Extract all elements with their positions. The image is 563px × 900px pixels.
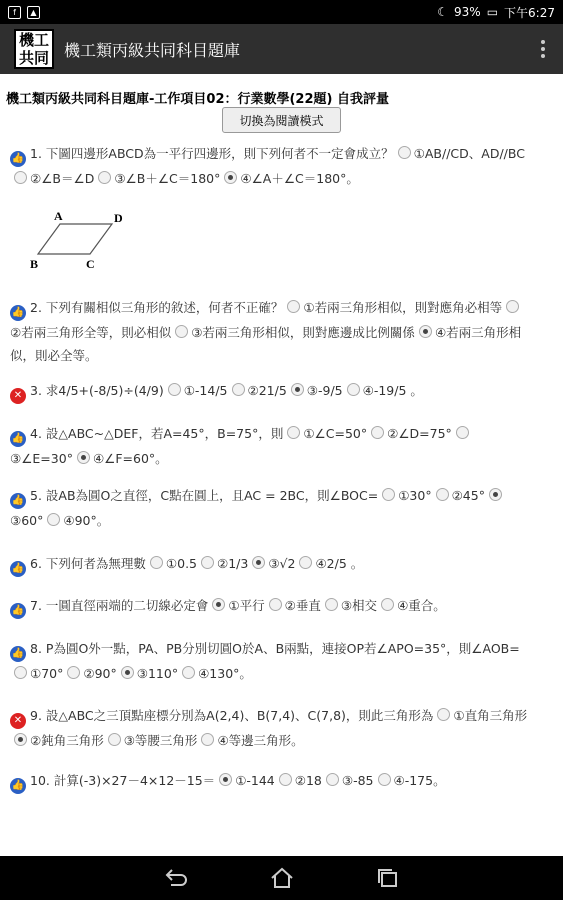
quiz-content	[0, 74, 563, 856]
overflow-menu-icon[interactable]	[541, 40, 545, 58]
option-radio[interactable]	[371, 426, 384, 439]
thumbs-up-icon: 👍	[10, 493, 26, 509]
option-radio[interactable]	[287, 426, 300, 439]
option-radio[interactable]	[212, 598, 225, 611]
option-radio[interactable]	[291, 383, 304, 396]
option-radio[interactable]	[325, 598, 338, 611]
thumbs-up-icon: 👍	[10, 646, 26, 662]
home-icon[interactable]	[269, 867, 295, 889]
option-radio[interactable]	[232, 383, 245, 396]
option-radio[interactable]	[419, 325, 432, 338]
option-label[interactable]: ②垂直	[284, 598, 321, 613]
option-radio[interactable]	[398, 146, 411, 159]
option-radio[interactable]	[201, 556, 214, 569]
option-label[interactable]: ④130°。	[198, 666, 252, 681]
option-label[interactable]: ②若兩三角形全等，則必相似	[10, 325, 172, 340]
battery-percent: 93%	[454, 5, 481, 19]
option-radio[interactable]	[14, 666, 27, 679]
recent-apps-icon[interactable]	[375, 867, 401, 889]
question-1	[10, 142, 530, 190]
option-radio[interactable]	[14, 733, 27, 746]
option-label[interactable]: ④∠A＋∠C＝180°。	[240, 171, 359, 186]
option-radio[interactable]	[150, 556, 163, 569]
notification-icon: f	[8, 6, 21, 19]
option-label[interactable]: ①平行	[228, 598, 265, 613]
question-text: 2. 下列有關相似三角形的敘述，何者不正確？	[30, 300, 284, 315]
option-label[interactable]: ②∠B＝∠D	[30, 171, 95, 186]
option-label[interactable]: ①∠C=50°	[303, 426, 368, 441]
reading-mode-button[interactable]: 切換為閱讀模式	[222, 107, 341, 133]
option-label[interactable]: ①AB//CD、AD//BC	[413, 146, 525, 161]
option-radio[interactable]	[224, 171, 237, 184]
back-icon[interactable]	[163, 867, 189, 889]
option-label[interactable]: ②18	[294, 773, 322, 788]
diagram-label-b: B	[30, 257, 39, 270]
option-radio[interactable]	[201, 733, 214, 746]
question-6	[10, 552, 530, 577]
question-8	[10, 637, 530, 685]
option-label[interactable]: ③-9/5	[306, 383, 343, 398]
thumbs-up-icon: 👍	[10, 305, 26, 321]
diagram-label-a: A	[54, 210, 63, 223]
option-label[interactable]: ①0.5	[165, 556, 197, 571]
option-label[interactable]: ①70°	[30, 666, 64, 681]
question-10	[10, 769, 530, 794]
option-label[interactable]: ③√2	[268, 556, 296, 571]
question-4	[10, 422, 530, 470]
option-label[interactable]: ②90°	[83, 666, 117, 681]
image-icon: ▲	[27, 6, 40, 19]
option-label[interactable]: ①若兩三角形相似，則對應角必相等	[303, 300, 503, 315]
app-logo	[14, 29, 54, 69]
option-label[interactable]: ④重合。	[397, 598, 446, 613]
option-radio[interactable]	[506, 300, 519, 313]
option-radio[interactable]	[14, 171, 27, 184]
option-label[interactable]: ②45°	[451, 488, 485, 503]
option-label[interactable]: ③若兩三角形相似，則對應邊成比例關係	[191, 325, 415, 340]
option-label[interactable]: ③相交	[340, 598, 378, 613]
option-label[interactable]: ②21/5	[247, 383, 287, 398]
option-radio[interactable]	[437, 708, 450, 721]
logo-line1: 機工	[18, 31, 49, 49]
question-text: 10. 計算(-3)×27－4×12－15＝	[30, 773, 216, 788]
option-label[interactable]: ③等腰三角形	[123, 733, 198, 748]
battery-icon: ▭	[486, 5, 499, 19]
option-label[interactable]: ③∠B＋∠C＝180°	[114, 171, 221, 186]
option-label[interactable]: ①-14/5	[183, 383, 228, 398]
option-radio[interactable]	[98, 171, 111, 184]
thumbs-up-icon: 👍	[10, 603, 26, 619]
option-label[interactable]: ②∠D=75°	[387, 426, 452, 441]
question-text: 8. P為圓O外一點，PA、PB分別切圓O於A、B兩點，連接OP若∠APO=35°，則∠AOB=	[30, 641, 520, 656]
wrong-x-icon: ✕	[10, 388, 26, 404]
thumbs-up-icon: 👍	[10, 431, 26, 447]
page-heading: 機工類丙級共同科目題庫-工作項目02：行業數學(22題) 自我評量	[6, 92, 389, 107]
question-9	[10, 704, 530, 752]
option-radio[interactable]	[67, 666, 80, 679]
question-text: 3. 求4/5+(-8/5)÷(4/9)	[30, 383, 164, 398]
option-label[interactable]: ④90°。	[63, 513, 110, 528]
moon-icon: ☾	[437, 5, 449, 19]
option-label[interactable]: ④等邊三角形。	[217, 733, 304, 748]
question-7	[10, 594, 530, 619]
wrong-x-icon: ✕	[10, 713, 26, 729]
option-label[interactable]: ③∠E=30°	[10, 451, 73, 466]
option-label[interactable]: ④2/5 。	[315, 556, 364, 571]
option-radio[interactable]	[299, 556, 312, 569]
option-label[interactable]: ②1/3	[217, 556, 249, 571]
option-radio[interactable]	[279, 773, 292, 786]
navigation-bar	[0, 856, 563, 900]
parallelogram-diagram	[30, 210, 140, 270]
diagram-label-d: D	[114, 211, 123, 225]
clock: 下午6:27	[504, 5, 555, 20]
question-text: 6. 下列何者為無理數	[30, 556, 146, 571]
option-label[interactable]: ①30°	[398, 488, 432, 503]
option-label[interactable]: ④∠F=60°。	[92, 451, 168, 466]
option-label[interactable]: ④-19/5 。	[362, 383, 423, 398]
app-title: 機工類丙級共同科目題庫	[64, 40, 241, 60]
option-radio[interactable]	[456, 426, 469, 439]
option-label[interactable]: ①直角三角形	[453, 708, 528, 723]
thumbs-up-icon: 👍	[10, 561, 26, 577]
option-radio[interactable]	[489, 488, 502, 501]
question-text: 4. 設△ABC~△DEF，若A=45°，B=75°，則	[30, 426, 284, 441]
app-bar	[0, 24, 563, 74]
question-3	[10, 379, 530, 404]
status-bar	[0, 0, 563, 24]
option-label[interactable]: ③-85	[341, 773, 374, 788]
logo-line2: 共同	[18, 49, 49, 67]
option-radio[interactable]	[436, 488, 449, 501]
thumbs-up-icon: 👍	[10, 151, 26, 167]
option-radio[interactable]	[252, 556, 265, 569]
option-radio[interactable]	[326, 773, 339, 786]
question-text: 9. 設△ABC之三頂點座標分別為A(2,4)、B(7,4)、C(7,8)，則此三角形為	[30, 708, 434, 723]
option-radio[interactable]	[219, 773, 232, 786]
option-radio[interactable]	[378, 773, 391, 786]
question-text: 1. 下圖四邊形ABCD為一平行四邊形，則下列何者不一定會成立？	[30, 146, 394, 161]
option-radio[interactable]	[347, 383, 360, 396]
option-radio[interactable]	[121, 666, 134, 679]
option-radio[interactable]	[382, 488, 395, 501]
option-label[interactable]: ①-144	[235, 773, 275, 788]
option-radio[interactable]	[269, 598, 282, 611]
option-radio[interactable]	[287, 300, 300, 313]
question-text: 5. 設AB為圓O之直徑，C點在圓上，且AC = 2BC，則∠BOC=	[30, 488, 379, 503]
question-5	[10, 484, 530, 532]
option-radio[interactable]	[175, 325, 188, 338]
option-radio[interactable]	[182, 666, 195, 679]
question-2	[10, 296, 530, 367]
option-label[interactable]: ④-175。	[393, 773, 446, 788]
option-label[interactable]: ④若兩三角形相似，則必全等。	[10, 325, 522, 363]
option-radio[interactable]	[47, 513, 60, 526]
option-label[interactable]: ③110°	[136, 666, 179, 681]
option-radio[interactable]	[168, 383, 181, 396]
thumbs-up-icon: 👍	[10, 778, 26, 794]
question-text: 7. 一圓直徑兩端的二切線必定會	[30, 598, 209, 613]
option-label[interactable]: ②鈍角三角形	[30, 733, 104, 748]
option-radio[interactable]	[77, 451, 90, 464]
option-radio[interactable]	[381, 598, 394, 611]
option-radio[interactable]	[108, 733, 121, 746]
diagram-label-c: C	[86, 257, 95, 270]
option-label[interactable]: ③60°	[10, 513, 44, 528]
